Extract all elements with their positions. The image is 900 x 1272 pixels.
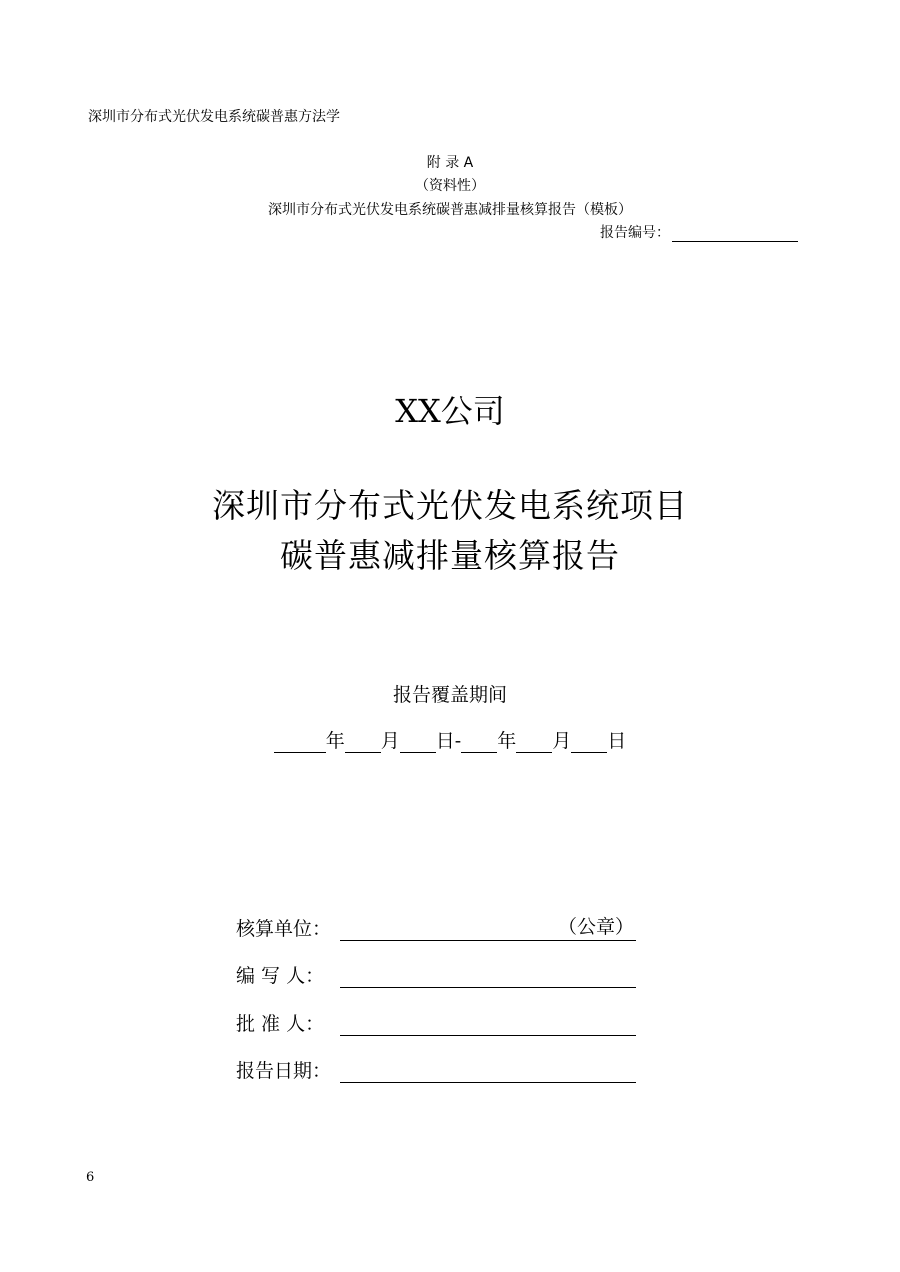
day-unit: 日 (435, 730, 455, 752)
start-month-blank (345, 732, 381, 753)
appendix-nature: （资料性） (415, 178, 485, 194)
report-date-field (236, 1056, 636, 1083)
end-year-blank (461, 732, 497, 753)
running-header: 深圳市分布式光伏发电系统碳普惠方法学 (88, 109, 340, 125)
seal-note: （公章） (557, 916, 634, 938)
month-unit: 月 (552, 730, 572, 752)
start-year-blank (274, 732, 326, 753)
company-name: XX公司 (395, 392, 505, 430)
writer-field (236, 961, 636, 988)
writer-line (340, 965, 636, 988)
page-number: 6 (86, 1170, 95, 1185)
accounting-unit-line (340, 918, 636, 941)
report-date-line (340, 1060, 636, 1083)
approver-field (236, 1009, 636, 1036)
day-unit: 日 (607, 730, 627, 752)
end-month-blank (516, 732, 552, 753)
report-title-line2: 碳普惠减排量核算报告 (280, 536, 620, 575)
appendix-caption: 深圳市分布式光伏发电系统碳普惠减排量核算报告（模板） (268, 202, 632, 218)
range-dash: - (454, 730, 462, 752)
month-unit: 月 (380, 730, 400, 752)
start-day-blank (400, 732, 436, 753)
year-unit: 年 (497, 730, 517, 752)
appendix-label: 附 录 A (426, 155, 474, 171)
approver-line (340, 1013, 636, 1036)
accounting-unit-field (236, 914, 636, 941)
writer-label: 编 写 人： (236, 965, 325, 987)
period-range (0, 726, 900, 753)
report-number-label: 报告编号： (600, 225, 670, 241)
report-date-label: 报告日期： (236, 1060, 332, 1082)
approver-label: 批 准 人： (236, 1013, 325, 1035)
report-number (600, 222, 798, 242)
report-title-line1: 深圳市分布式光伏发电系统项目 (212, 486, 688, 525)
year-unit: 年 (325, 730, 345, 752)
accounting-unit-label: 核算单位： (236, 918, 332, 940)
report-number-blank (672, 227, 798, 242)
period-label: 报告覆盖期间 (392, 684, 507, 706)
end-day-blank (571, 732, 607, 753)
